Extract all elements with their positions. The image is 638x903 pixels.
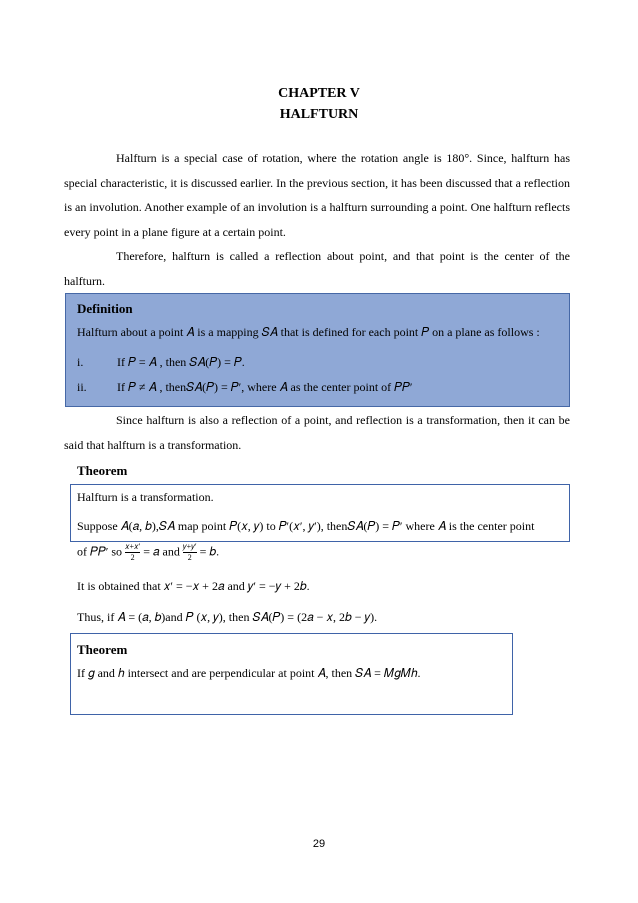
theorem-1-line-3 — [77, 542, 219, 563]
theorem-1-line-4: It is obtained that 𝑥′ = −𝑥 + 2𝑎 and 𝑦′ = −𝑦 + 2𝑏. — [77, 579, 310, 593]
definition-item-i-label: i. — [77, 355, 84, 369]
theorem-1-line-3-text-a: of 𝑃𝑃′ so — [77, 544, 123, 559]
paragraph-2: Therefore, halfturn is called a reflection about point, and that point is the center of the halfturn. — [64, 249, 570, 288]
chapter-heading: CHAPTER V — [278, 86, 360, 101]
fraction-x-numerator: 𝑥+𝑥′ — [125, 542, 141, 551]
fraction-x-denominator: 2 — [130, 553, 135, 562]
fraction-y-denominator: 2 — [187, 553, 192, 562]
theorem-1-line-5: Thus, if 𝐴 = (𝑎, 𝑏)and 𝑃 (𝑥, 𝑦), then 𝑆𝐴(𝑃) = (2𝑎 − 𝑥, 2𝑏 − 𝑦). — [77, 610, 378, 624]
chapter-title: HALFTURN — [279, 107, 359, 122]
fraction-y-numerator: 𝑦+𝑦′ — [182, 542, 197, 551]
paragraph-1: Halfturn is a special case of rotation, where the rotation angle is 180°. Since, halfturn has special characteristic, it is discussed earlier. In the previous section, it has been discussed that a reflection is an involution. Another example of an involution is a halfturn surrounding a point. One halfturn reflects every point in a plane figure at a certain point. — [64, 151, 570, 239]
definition-item-ii: If 𝑃 ≠ 𝐴 , then𝑆𝐴(𝑃) = 𝑃′, where 𝐴 as the center point of 𝑃𝑃′ — [117, 380, 413, 394]
theorem-2-line-1: If 𝑔 and ℎ intersect and are perpendicular at point 𝐴, then 𝑆𝐴 = 𝑀𝑔𝑀ℎ. — [77, 666, 421, 680]
fraction-y — [183, 542, 197, 563]
theorem-1-line-2: Suppose 𝐴(𝑎, 𝑏),𝑆𝐴 map point 𝑃(𝑥, 𝑦) to 𝑃′(𝑥′, 𝑦′), then𝑆𝐴(𝑃) = 𝑃′ where 𝐴 is the center point — [77, 519, 535, 533]
theorem-2-heading: Theorem — [77, 642, 128, 657]
definition-item-ii-label: ii. — [77, 380, 87, 394]
page-number: 29 — [312, 838, 326, 850]
fraction-x — [125, 542, 140, 563]
definition-box — [65, 293, 570, 407]
theorem-1-line-3-text-b: = 𝑎 and — [143, 544, 180, 559]
definition-text: Halfturn about a point 𝐴 is a mapping 𝑆𝐴 that is defined for each point 𝑃 on a plane as follows : — [77, 325, 540, 339]
theorem-1-line-3-text-c: = 𝑏. — [199, 544, 220, 559]
theorem-1-line-1: Halfturn is a transformation. — [77, 490, 214, 504]
theorem-1-heading: Theorem — [77, 463, 128, 478]
theorem-2-box — [70, 633, 513, 715]
definition-heading: Definition — [77, 301, 133, 316]
definition-item-i: If 𝑃 = 𝐴 , then 𝑆𝐴(𝑃) = 𝑃. — [117, 355, 245, 369]
paragraph-3: Since halfturn is also a reflection of a point, and reflection is a transformation, then it can be said that halfturn is a transformation. — [64, 413, 570, 452]
